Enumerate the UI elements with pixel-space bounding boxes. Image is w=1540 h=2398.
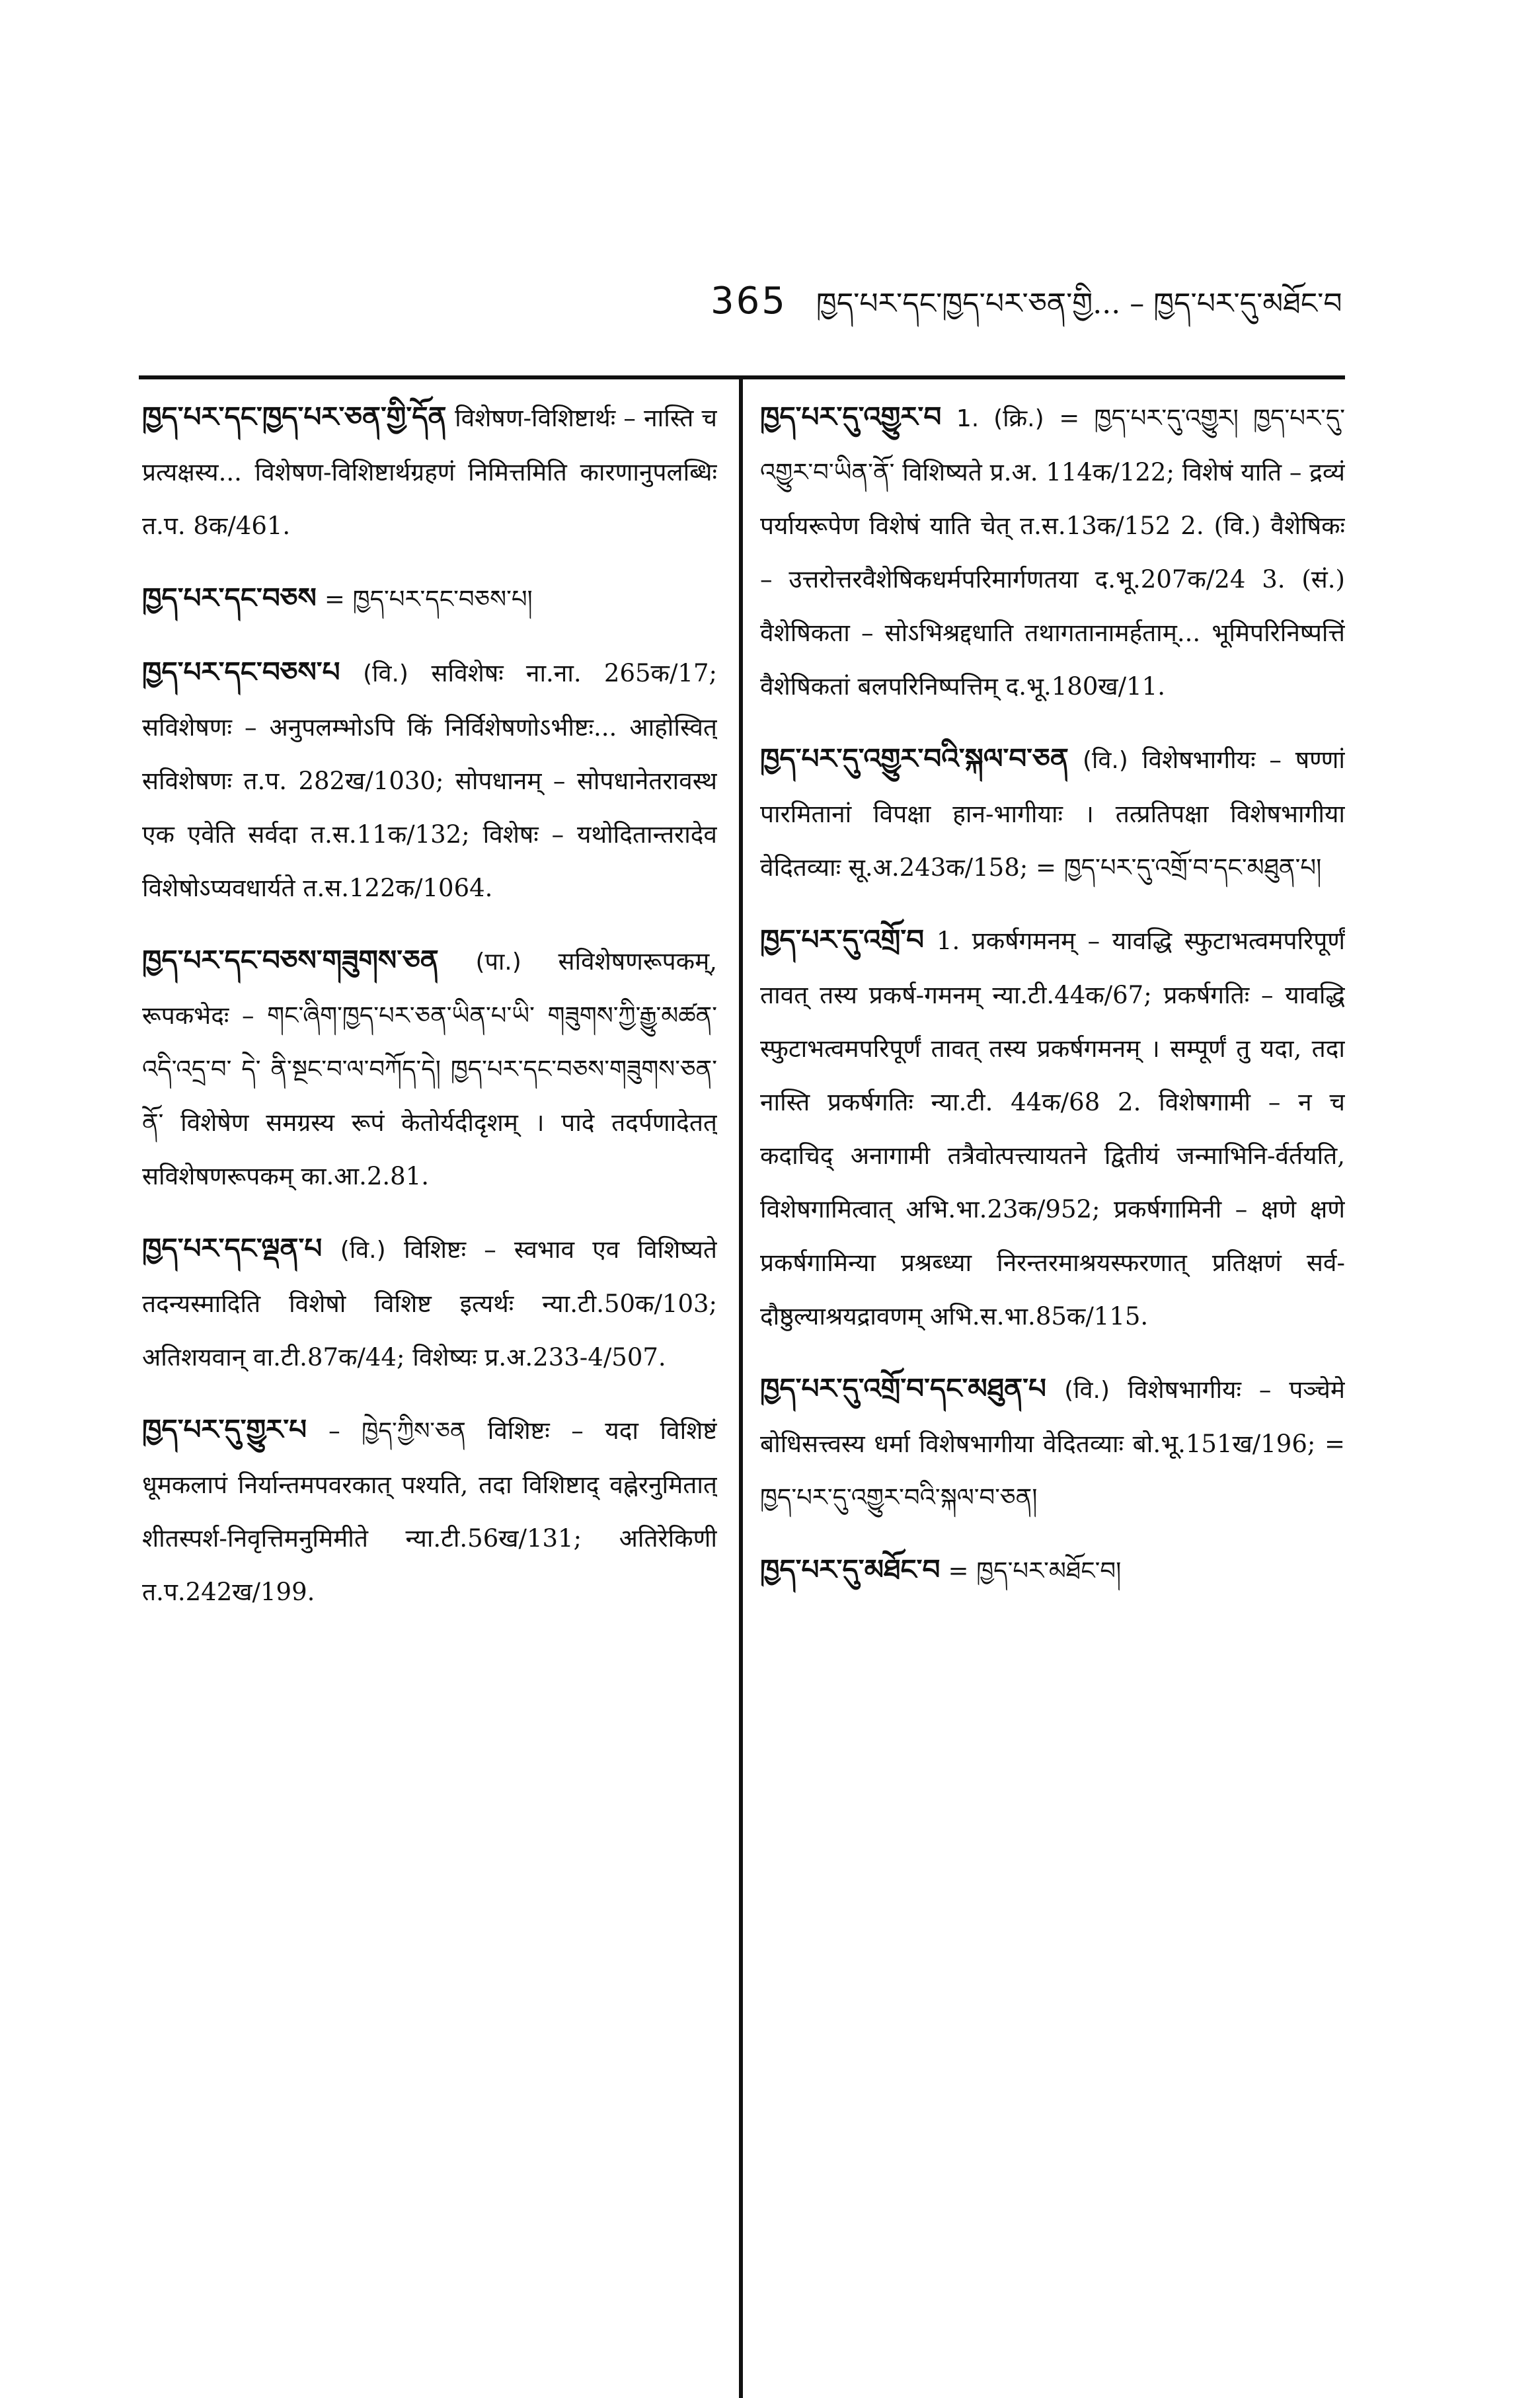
- entry-headword: ཁྱད་པར་དུ་འགྱུར་བ: [760, 401, 942, 433]
- entry-grammar: (वि.): [363, 660, 408, 687]
- right-column: [760, 390, 1345, 2393]
- entry-text: विशिष्टः – स्वभाव एव विशिष्यते तदन्यस्मादिति विशेषो विशिष्ट इत्यर्थः न्या.टी.50क/103; अतिशयवान् वा.टी.87क/44; विशेष्यः प्र.अ.233-4/507.: [142, 1235, 717, 1372]
- entry-text: 1. प्रकर्षगमनम् – यावद्धि स्फुटाभत्वमपरिपूर्णं तावत् तस्य प्रकर्ष-गमनम् न्या.टी.44क/67; प्रकर्षगतिः – यावद्धि स्फुटाभत्वमपरिपूर्णं तावत् तस्य प्रकर्षगमनम् । सम्पूर्णं तु यदा, तदा नास्ति प्रकर्षगतिः न्या.टी. 44क/68 2. विशेषगामी – न च कदाचिद् अनागामी तत्रैवोत्पत्त्यायतने द्वितीयं जन्माभिनि-र्वर्तयति, विशेषगामित्वात् अभि.भा.23क/952; प्रकर्षगामिनी – क्षणे क्षणे प्रकर्षगामिन्या प्रश्रब्ध्या निरन्तरमाश्रयस्फरणात् प्रतिक्षणं सर्व-दौष्ठुल्याश्रयद्रावणम् अभि.स.भा.85क/115.: [760, 927, 1345, 1331]
- dictionary-entry: [142, 1403, 717, 1619]
- left-column: [142, 390, 717, 2393]
- dictionary-entry: [142, 571, 717, 627]
- entry-text: विशिष्टः – यदा विशिष्टं धूमकलापं निर्यान्तमपवरकात् पश्यति, तदा विशिष्टाद् वह्नेरनुमितात् शीतस्पर्श-निवृत्तिमनुमिमीते न्या.टी.56ख/131; अतिरेकिणी त.प.242ख/199.: [142, 1416, 717, 1606]
- entry-headword: ཁྱད་པར་དུ་འགྱུར་བའི་སྐལ་བ་ཅན: [760, 742, 1069, 775]
- entry-headword: ཁྱད་པར་དང་བཅས་པ: [142, 656, 340, 688]
- entry-text: सविशेषणरूपकम्, रूपकभेदः – གང་ཞིག་ཁྱད་པར་ཅན་ཡིན་པ་ཡི་ གཟུགས་ཀྱི་རྒྱུ་མཚན་འདི་འདྲ་བ་ དེ་ ནི་སྔང་བ་ལ་བཀོད་དེ། ཁྱད་པར་དང་བཅས་གཟུགས་ཅན་ནོ་ विशेषेण समग्रस्य रूपं केतोर्यदीदृशम् । पादे तदर्पणादेतत् सविशेषणरूपकम् का.आ.2.81.: [142, 947, 717, 1190]
- entry-text: विशेषण-विशिष्टार्थः – नास्ति च प्रत्यक्षस्य... विशेषण-विशिष्टार्थग्रहणं निमित्तमिति कारणानुपलब्धिः त.प. 8क/461.: [142, 404, 717, 540]
- entry-headword: ཁྱད་པར་དུ་འགྲོ་བ་དང་མཐུན་པ: [760, 1372, 1046, 1405]
- entry-headword: ཁྱད་པར་དུ་མཐོང་བ: [760, 1553, 941, 1586]
- running-head: [711, 271, 1355, 353]
- entry-grammar: – ཁྱེད་ཀྱིས་ཅན: [328, 1418, 466, 1445]
- dictionary-entry: [760, 1543, 1345, 1598]
- dictionary-entry: [760, 732, 1345, 894]
- entry-grammar: (पा.): [475, 948, 521, 976]
- entry-text: = ཁྱད་པར་དུ་འགྱུར། ཁྱད་པར་དུ་འགྱུར་བ་ཡིན་ནོ་ विशिष्यते प्र.अ. 114क/122; विशेषं याति – द्रव्यं पर्यायरूपेण विशेषं याति चेत् त.स.13क/152 2. (वि.) वैशेषिकः – उत्तरोत्तरवैशेषिकधर्मपरिमार्गणतया द.भू.207क/24 3. (सं.) वैशेषिकता – सोऽभिश्रद्दधाति तथागतानामर्हताम्... भूमिपरिनिष्पत्तिं वैशेषिकतां बलपरिनिष्पत्तिम् द.भू.180ख/11.: [760, 404, 1345, 701]
- entry-text: विशेषभागीयः – पञ्चेमे बोधिसत्त्वस्य धर्मा विशेषभागीया वेदितव्याः बो.भू.151ख/196; = ཁྱད་པར་དུ་འགྱུར་བའི་སྐལ་བ་ཅན།: [760, 1375, 1345, 1512]
- page-number: 365: [711, 280, 787, 323]
- entry-headword: ཁྱད་པར་དང་ལྡན་པ: [142, 1232, 323, 1264]
- entry-text: विशेषभागीयः – षण्णां पारमितानां विपक्षा हान-भागीयाः । तत्प्रतिपक्षा विशेषभागीया वेदितव्याः सू.अ.243क/158; = ཁྱད་པར་དུ་འགྲོ་བ་དང་མཐུན་པ།: [760, 746, 1345, 882]
- guide-words: ཁྱད་པར་དང་ཁྱད་པར་ཅན་གྱི... – ཁྱད་པར་དུ་མཐོང་བ: [816, 287, 1342, 321]
- entry-text: सविशेषः ना.ना. 265क/17; सविशेषणः – अनुपलम्भोऽपि किं निर्विशेषणोऽभीष्टः... आहोस्वित् सविशेषणः त.प. 282ख/1030; सोपधानम् – सोपधानेतरावस्थ एक एवेति सर्वदा त.स.11क/132; विशेषः – यथोदितान्तरादेव विशेषोऽप्यवधार्यते त.स.122क/1064.: [142, 659, 717, 902]
- entry-headword: ཁྱད་པར་དང་ཁྱད་པར་ཅན་གྱི་དོན: [142, 401, 447, 433]
- entry-text: = ཁྱད་པར་དང་བཅས་པ།: [324, 585, 533, 613]
- column-divider: [739, 375, 743, 2398]
- entry-grammar: (वि.): [340, 1237, 386, 1264]
- entry-headword: ཁྱད་པར་དུ་གྱུར་པ: [142, 1413, 307, 1446]
- dictionary-entry: [142, 645, 717, 915]
- dictionary-entry: [760, 390, 1345, 713]
- entry-grammar: (वि.): [1082, 747, 1128, 774]
- entry-grammar: 1. (क्रि.): [956, 405, 1044, 432]
- dictionary-entry: [142, 1221, 717, 1384]
- entry-headword: ཁྱད་པར་དང་བཅས: [142, 582, 317, 614]
- dictionary-entry: [142, 390, 717, 553]
- entry-text: = ཁྱད་པར་མཐོང་བ།: [948, 1557, 1122, 1585]
- entry-headword: ཁྱད་པར་དང་བཅས་གཟུགས་ཅན: [142, 944, 439, 976]
- entry-grammar: (वि.): [1064, 1377, 1110, 1404]
- dictionary-entry: [142, 933, 717, 1203]
- dictionary-entry: [760, 1362, 1345, 1524]
- entry-headword: ཁྱད་པར་དུ་འགྲོ་བ: [760, 923, 925, 956]
- dictionary-entry: [760, 913, 1345, 1343]
